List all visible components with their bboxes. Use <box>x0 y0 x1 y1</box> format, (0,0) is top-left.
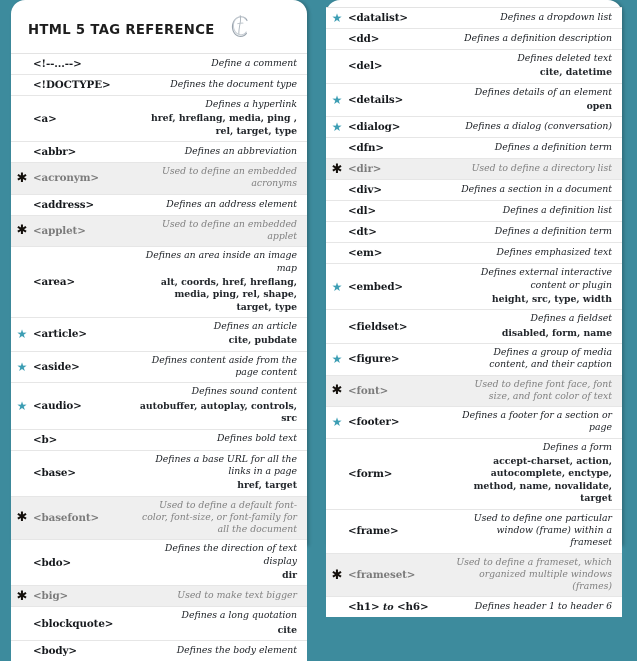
tag-name: <dir> <box>348 163 382 176</box>
tag-name: <dt> <box>348 226 377 239</box>
tag-attributes: cite, pubdate <box>228 335 297 347</box>
tag-description-cell <box>452 557 622 594</box>
tag-name: <a> <box>33 112 57 125</box>
card-header <box>11 0 307 53</box>
tag-description-cell <box>452 184 622 196</box>
tag-description-cell <box>452 247 622 259</box>
left-column-card <box>11 0 307 658</box>
tag-description-cell <box>452 379 622 404</box>
tag-name: <b> <box>33 433 58 446</box>
tag-description: Defines a base URL for all the links in a page <box>155 453 297 477</box>
table-row <box>11 496 307 540</box>
tag-name: <del> <box>348 60 383 73</box>
table-row <box>326 221 622 242</box>
tag-attributes: dir <box>282 569 297 581</box>
tag-description-cell <box>137 454 307 493</box>
tag-description: Defines bold text <box>216 433 297 445</box>
tag-description-cell <box>452 53 622 80</box>
new-in-html5-star-icon: ★ <box>331 120 343 135</box>
tag-description-cell <box>137 386 307 425</box>
tag-name: <acronym> <box>33 172 99 185</box>
tag-description: Defines a definition list <box>502 205 612 217</box>
left-tag-rows <box>11 53 307 661</box>
tag-description-cell <box>137 166 307 191</box>
tag-name: <!--...--> <box>33 58 82 70</box>
tag-description-cell <box>452 163 622 175</box>
tag-description-cell <box>137 146 307 158</box>
table-row <box>326 7 622 28</box>
table-row <box>11 450 307 496</box>
tag-description: Defines the direction of text display <box>164 543 297 567</box>
tag-name: <body> <box>33 645 77 658</box>
tag-description: Defines deleted text <box>517 53 612 64</box>
tag-description: Used to define a directory list <box>471 163 612 175</box>
tag-name: <figure> <box>348 353 400 366</box>
tag-name: <applet> <box>33 224 86 237</box>
tag-name: <font> <box>348 384 389 397</box>
tag-name: <footer> <box>348 416 400 429</box>
deprecated-asterisk-icon: ✱ <box>331 383 343 399</box>
tag-description-cell <box>137 590 307 602</box>
tag-description: Defines a section in a document <box>461 184 612 196</box>
new-in-html5-star-icon: ★ <box>331 279 343 294</box>
tag-name: <datalist> <box>348 12 408 24</box>
table-row <box>326 28 622 49</box>
tag-attributes: accept-charset, action, autocomplete, enctype, method, name, novalidate, target <box>473 456 612 505</box>
tag-description-cell <box>452 12 622 24</box>
tag-name: <blockquote> <box>33 617 114 630</box>
tag-name: <abbr> <box>33 146 77 159</box>
new-in-html5-star-icon: ★ <box>16 398 28 413</box>
tag-name: <!DOCTYPE> <box>33 79 111 91</box>
tag-description-cell <box>452 87 622 114</box>
table-row <box>11 194 307 215</box>
tag-attributes: href, target <box>237 480 297 492</box>
tag-name: <embed> <box>348 280 403 293</box>
table-row <box>326 596 622 617</box>
tag-description: Defines header 1 to header 6 <box>474 601 612 613</box>
tag-description: Used to define an embedded acronyms <box>161 166 297 190</box>
tag-description-cell <box>137 500 307 537</box>
tag-description-cell <box>137 250 307 314</box>
table-row <box>326 263 622 309</box>
new-in-html5-star-icon: ★ <box>16 327 28 342</box>
tag-description-cell <box>137 199 307 211</box>
tag-description: Defines details of an element <box>474 86 612 98</box>
tag-description: Used to make text bigger <box>177 590 297 602</box>
tag-description-cell <box>452 142 622 154</box>
tag-description-cell <box>452 121 622 133</box>
table-row <box>11 382 307 428</box>
table-row <box>11 246 307 317</box>
new-in-html5-star-icon: ★ <box>331 415 343 430</box>
table-row <box>326 200 622 221</box>
script-c-monogram-icon <box>227 13 253 41</box>
tag-name: <h1> to <h6> <box>348 601 429 614</box>
table-row <box>326 158 622 179</box>
table-row <box>11 95 307 141</box>
tag-name: <form> <box>348 467 393 480</box>
tag-description: Defines an abbreviation <box>184 146 297 158</box>
table-row <box>326 406 622 438</box>
tag-description-cell <box>452 33 622 45</box>
tag-attributes: autobuffer, autoplay, controls, src <box>139 400 297 425</box>
tag-name: <base> <box>33 467 76 480</box>
table-row <box>11 317 307 351</box>
table-row <box>326 553 622 597</box>
table-row <box>11 606 307 640</box>
tag-description: Defines the body element <box>176 644 297 656</box>
tag-description-cell <box>137 610 307 637</box>
table-row <box>11 162 307 194</box>
tag-description: Defines a hyperlink <box>205 99 297 110</box>
table-row <box>326 49 622 83</box>
tag-name: <address> <box>33 198 94 211</box>
tag-description-cell <box>137 543 307 582</box>
tag-attributes: height, src, type, width <box>491 293 612 305</box>
tag-description-cell <box>137 58 307 70</box>
tag-description: Defines external interactive content or plugin <box>480 267 612 291</box>
tag-description-cell <box>137 355 307 380</box>
tag-description-cell <box>452 601 622 613</box>
tag-description: Defines sound content <box>191 386 297 398</box>
tag-description: Defines emphasized text <box>496 247 612 259</box>
tag-description-cell <box>452 267 622 306</box>
new-in-html5-star-icon: ★ <box>331 352 343 367</box>
table-row <box>11 351 307 383</box>
table-row <box>326 309 622 343</box>
tag-description-cell <box>137 79 307 91</box>
tag-description-cell <box>452 226 622 238</box>
tag-description: Defines a dialog (conversation) <box>465 121 612 133</box>
new-in-html5-star-icon: ★ <box>331 11 343 25</box>
table-row <box>11 429 307 450</box>
tag-description: Used to define a default font-color, font-size, or font-family for all the document <box>141 499 297 536</box>
tag-name: <area> <box>33 276 75 289</box>
tag-description: Defines content aside from the page content <box>151 354 297 379</box>
tag-name: <aside> <box>33 361 80 374</box>
deprecated-asterisk-icon: ✱ <box>331 567 343 583</box>
table-row <box>326 509 622 553</box>
tag-name: <audio> <box>33 399 82 412</box>
table-row <box>326 83 622 117</box>
tag-description: Defines a definition description <box>464 32 612 44</box>
tag-description: Defines a fieldset <box>530 313 612 325</box>
tag-description: Used to define an embedded applet <box>161 218 297 242</box>
tag-description: Defines a group of media content, and their caption <box>489 347 612 371</box>
tag-description-cell <box>452 442 622 506</box>
tag-attributes: cite, datetime <box>539 67 612 79</box>
tag-name: <dfn> <box>348 142 384 155</box>
tag-description: Defines an address element <box>166 198 297 210</box>
table-row <box>326 116 622 137</box>
tag-description-cell <box>137 645 307 657</box>
table-row <box>326 375 622 407</box>
tag-description-cell <box>452 513 622 550</box>
tag-name: <dd> <box>348 33 380 45</box>
tag-description: Used to define font face, font size, and font color of text <box>474 378 612 402</box>
tag-name: <em> <box>348 247 383 260</box>
right-tag-rows <box>326 0 622 617</box>
table-row <box>326 179 622 200</box>
tag-name: <dl> <box>348 205 376 218</box>
deprecated-asterisk-icon: ✱ <box>331 161 343 177</box>
new-in-html5-star-icon: ★ <box>331 93 343 108</box>
tag-description: Defines a footer for a section or page <box>462 410 612 434</box>
table-row <box>11 215 307 247</box>
deprecated-asterisk-icon: ✱ <box>16 223 28 239</box>
tag-attributes: cite <box>277 624 297 636</box>
table-row <box>11 53 307 74</box>
new-in-html5-star-icon: ★ <box>16 360 28 375</box>
table-row <box>11 74 307 95</box>
tag-description-cell <box>452 313 622 340</box>
tag-name: <basefont> <box>33 511 100 524</box>
table-row <box>326 438 622 509</box>
table-row <box>11 640 307 661</box>
tag-description: Defines a dropdown list <box>500 11 612 23</box>
deprecated-asterisk-icon: ✱ <box>16 588 28 604</box>
tag-name: <big> <box>33 590 69 603</box>
tag-description-cell <box>137 219 307 244</box>
table-row <box>11 141 307 162</box>
tag-name: <bdo> <box>33 556 72 569</box>
tag-attributes: alt, coords, href, hreflang, media, ping, rel, shape, target, type <box>160 276 297 313</box>
tag-name: <div> <box>348 184 382 197</box>
tag-name: <frameset> <box>348 569 416 581</box>
tag-description: Defines a definition term <box>494 226 612 238</box>
tag-name: <details> <box>348 94 404 107</box>
tag-description: Defines a definition term <box>494 142 612 154</box>
tag-description: Defines a long quotation <box>181 610 297 622</box>
tag-attributes: href, hreflang, media, ping , rel, target, type <box>151 113 297 137</box>
table-row <box>326 242 622 263</box>
tag-description: Defines an area inside an image map <box>145 250 297 274</box>
tag-description-cell <box>137 433 307 445</box>
page-title: HTML 5 TAG REFERENCE <box>28 22 215 38</box>
table-row <box>11 585 307 606</box>
tag-description: Used to define one particular window (frame) within a frameset <box>473 512 612 549</box>
tag-name: <frame> <box>348 525 399 538</box>
tag-attributes: open <box>586 100 612 112</box>
tag-description-cell <box>452 347 622 372</box>
tag-description-cell <box>137 99 307 138</box>
tag-name: <dialog> <box>348 121 401 134</box>
table-row <box>326 137 622 158</box>
tag-description: Defines an article <box>213 321 297 333</box>
right-column-card <box>326 0 622 614</box>
tag-attributes: disabled, form, name <box>501 327 612 339</box>
tag-description: Used to define a frameset, which organized multiple windows (frames) <box>456 556 612 593</box>
tag-description: Define a comment <box>211 57 297 69</box>
tag-description-cell <box>137 321 307 348</box>
tag-name: <article> <box>33 328 87 341</box>
table-row <box>11 539 307 585</box>
table-row <box>326 343 622 375</box>
deprecated-asterisk-icon: ✱ <box>16 510 28 526</box>
tag-description: Defines the document type <box>170 78 297 90</box>
tag-description: Defines a form <box>542 441 612 453</box>
tag-description-cell <box>452 410 622 435</box>
tag-name: <fieldset> <box>348 320 408 333</box>
tag-description-cell <box>452 205 622 217</box>
deprecated-asterisk-icon: ✱ <box>16 170 28 186</box>
